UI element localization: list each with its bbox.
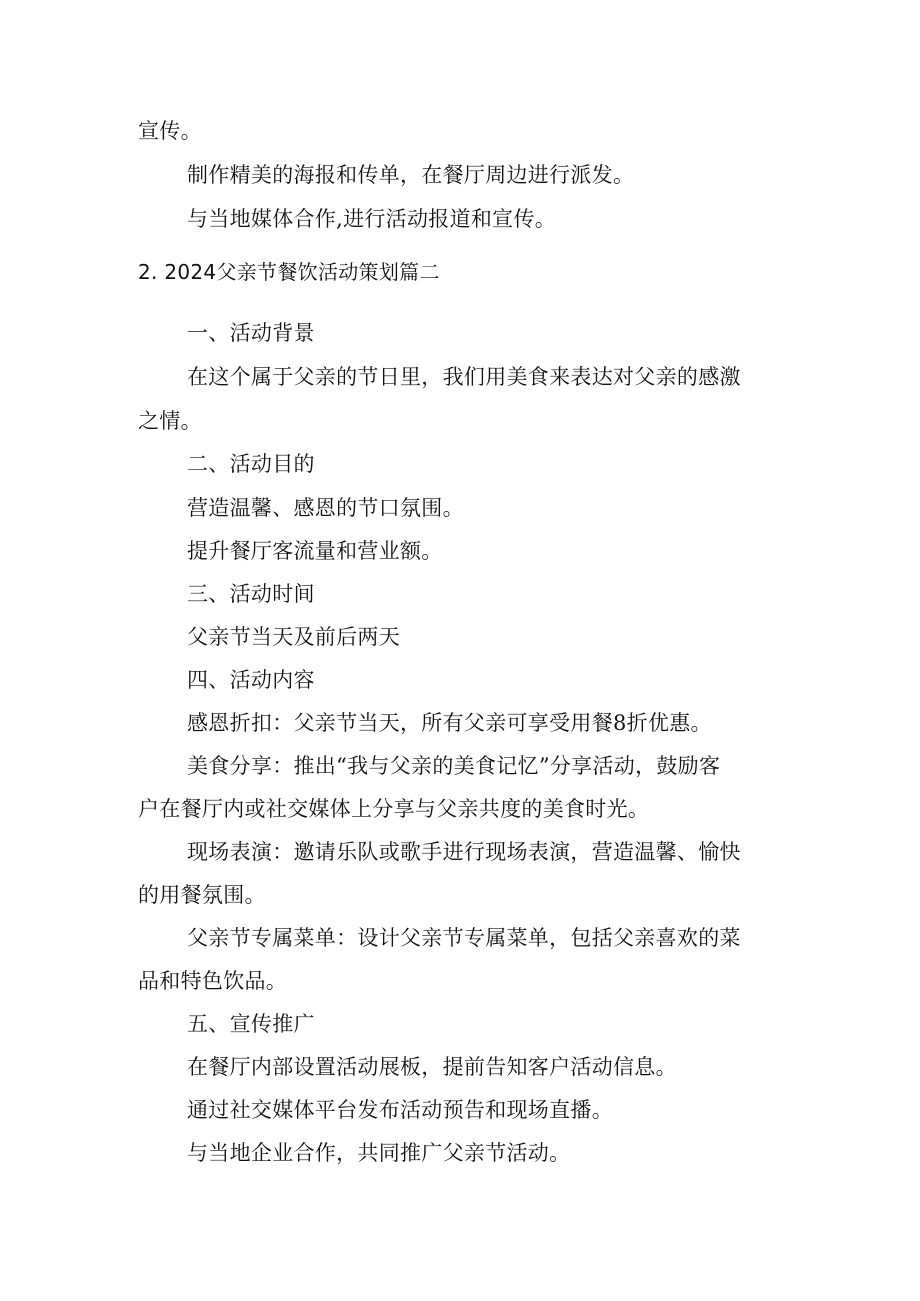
subheading: 二、活动目的 [187,452,315,476]
paragraph: 营造温馨、感恩的节口氛围。 [187,496,464,520]
subheading: 五、宣传推广 [187,1012,315,1036]
paragraph: 父亲节当天及前后两天 [187,625,400,649]
paragraph: 制作精美的海报和传单，在餐厅周边进行派发。 [187,163,635,187]
paragraph: 美食分享：推出“我与父亲的美食记忆”分享活动，鼓励客 [187,754,721,778]
paragraph: 通过社交媒体平台发布活动预告和现场直播。 [187,1098,613,1122]
paragraph: 在这个属于父亲的节日里，我们用美食来表达对父亲的感激 [187,365,741,389]
subheading: 四、活动内容 [187,668,315,692]
paragraph-continuation: 的用餐氛围。 [138,883,266,907]
paragraph: 提升餐厅客流量和营业额。 [187,539,443,563]
paragraph-continuation: 宣传。 [138,119,202,143]
paragraph-continuation: 户在餐厅内或社交媒体上分享与父亲共度的美食时光。 [138,797,650,821]
paragraph: 与当地媒体合作,进行活动报道和宣传。 [187,207,557,231]
paragraph: 父亲节专属菜单：设计父亲节专属菜单，包括父亲喜欢的菜 [187,926,741,950]
paragraph: 感恩折扣：父亲节当天，所有父亲可享受用餐8折优惠。 [187,711,712,735]
subheading: 一、活动背景 [187,321,315,345]
paragraph-continuation: 之情。 [138,409,202,433]
paragraph: 现场表演：邀请乐队或歌手进行现场表演，营造温馨、愉快 [187,840,741,864]
subheading: 三、活动时间 [187,582,315,606]
section-heading: 2. 2024父亲节餐饮活动策划篇二 [138,260,440,284]
paragraph: 与当地企业合作，共同推广父亲节活动。 [187,1141,571,1165]
paragraph-continuation: 品和特色饮品。 [138,969,288,993]
paragraph: 在餐厅内部设置活动展板，提前告知客户活动信息。 [187,1055,677,1079]
